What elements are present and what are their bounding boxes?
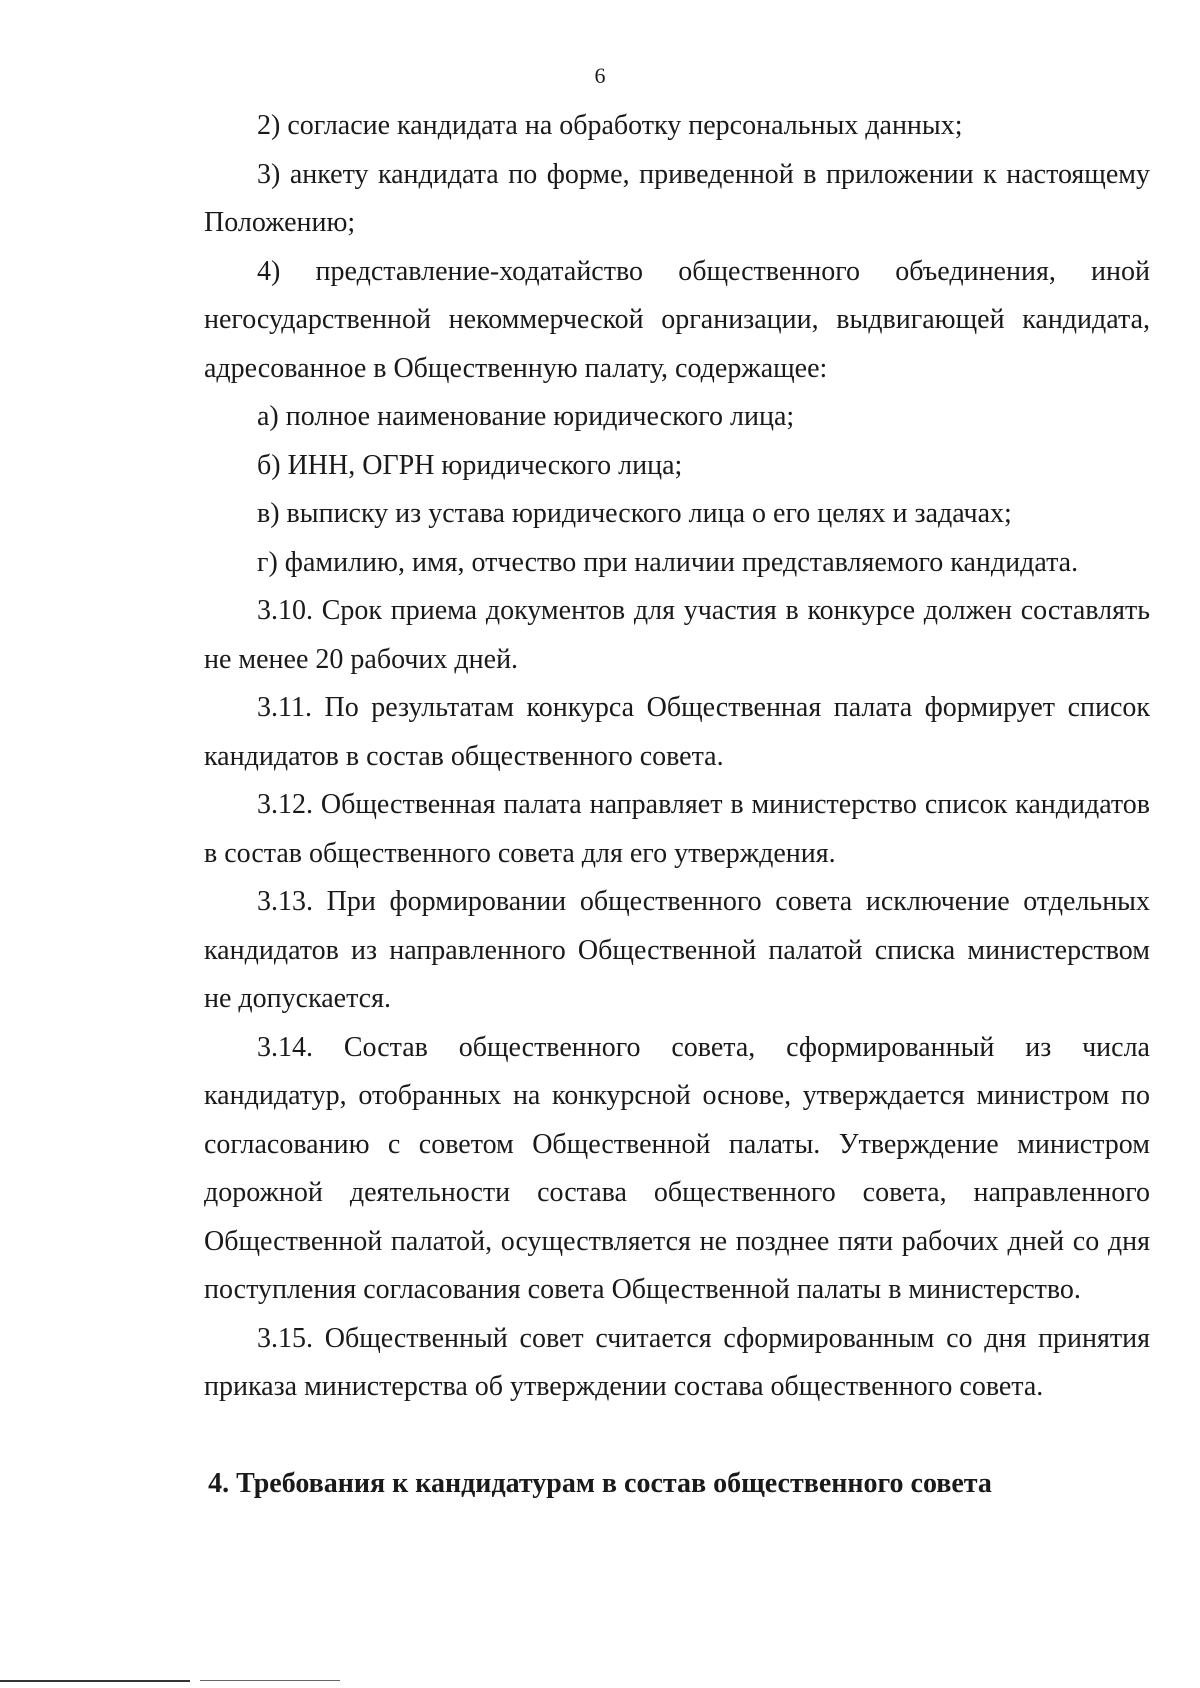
paragraph-3-12: 3.12. Общественная палата направляет в министерство список кандидатов в состав общественного совета для его утверждения. — [204, 789, 1150, 869]
paragraph-item-3: 3) анкету кандидата по форме, приведенной в приложении к настоящему Положению; — [204, 158, 1150, 238]
document-body — [204, 102, 1150, 1412]
paragraph-3-11: 3.11. По результатам конкурса Общественная палата формирует список кандидатов в состав общественного совета. — [204, 692, 1150, 772]
paragraph-subitem-a: а) полное наименование юридического лица; — [257, 401, 795, 432]
paragraph-subitem-b: б) ИНН, ОГРН юридического лица; — [257, 449, 683, 481]
section-heading: 4. Требования к кандидатурам в состав общественного совета — [208, 1468, 992, 1499]
paragraph-subitem-v: в) выписку из устава юридического лица о его целях и задачах; — [257, 498, 1012, 529]
paragraph-3-15: 3.15. Общественный совет считается сформированным со дня принятия приказа министерства об утверждении состава общественного совета. — [204, 1322, 1150, 1402]
paragraph-3-13: 3.13. При формировании общественного совета исключение отдельных кандидатов из направленного Общественной палатой списка министерством не допускается. — [204, 886, 1150, 1014]
paragraph-3-10: 3.10. Срок приема документов для участия в конкурсе должен составлять не менее 20 рабочих дней. — [204, 595, 1150, 675]
scan-artifact-line — [0, 1680, 190, 1682]
page-number: 6 — [594, 63, 606, 88]
paragraph-item-4: 4) представление-ходатайство общественного объединения, иной негосударственной некоммерческой организации, выдвигающей кандидата, адресованное в Общественную палату, содержащее: — [204, 255, 1150, 384]
paragraph-3-14: 3.14. Состав общественного совета, сформированный из числа кандидатур, отобранных на конкурсной основе, утверждается министром по согласованию с советом Общественной палаты. Утверждение министром дорожной деятельности состава общественного совета, направленного Общественной палатой, осуществляется не позднее пяти рабочих дней со дня поступления согласования совета Общественной палаты в министерство. — [204, 1031, 1150, 1305]
scan-artifact-line — [200, 1680, 340, 1681]
paragraph-subitem-g: г) фамилию, имя, отчество при наличии представляемого кандидата. — [257, 546, 1079, 578]
paragraph-item-2: 2) согласие кандидата на обработку персональных данных; — [257, 110, 963, 141]
